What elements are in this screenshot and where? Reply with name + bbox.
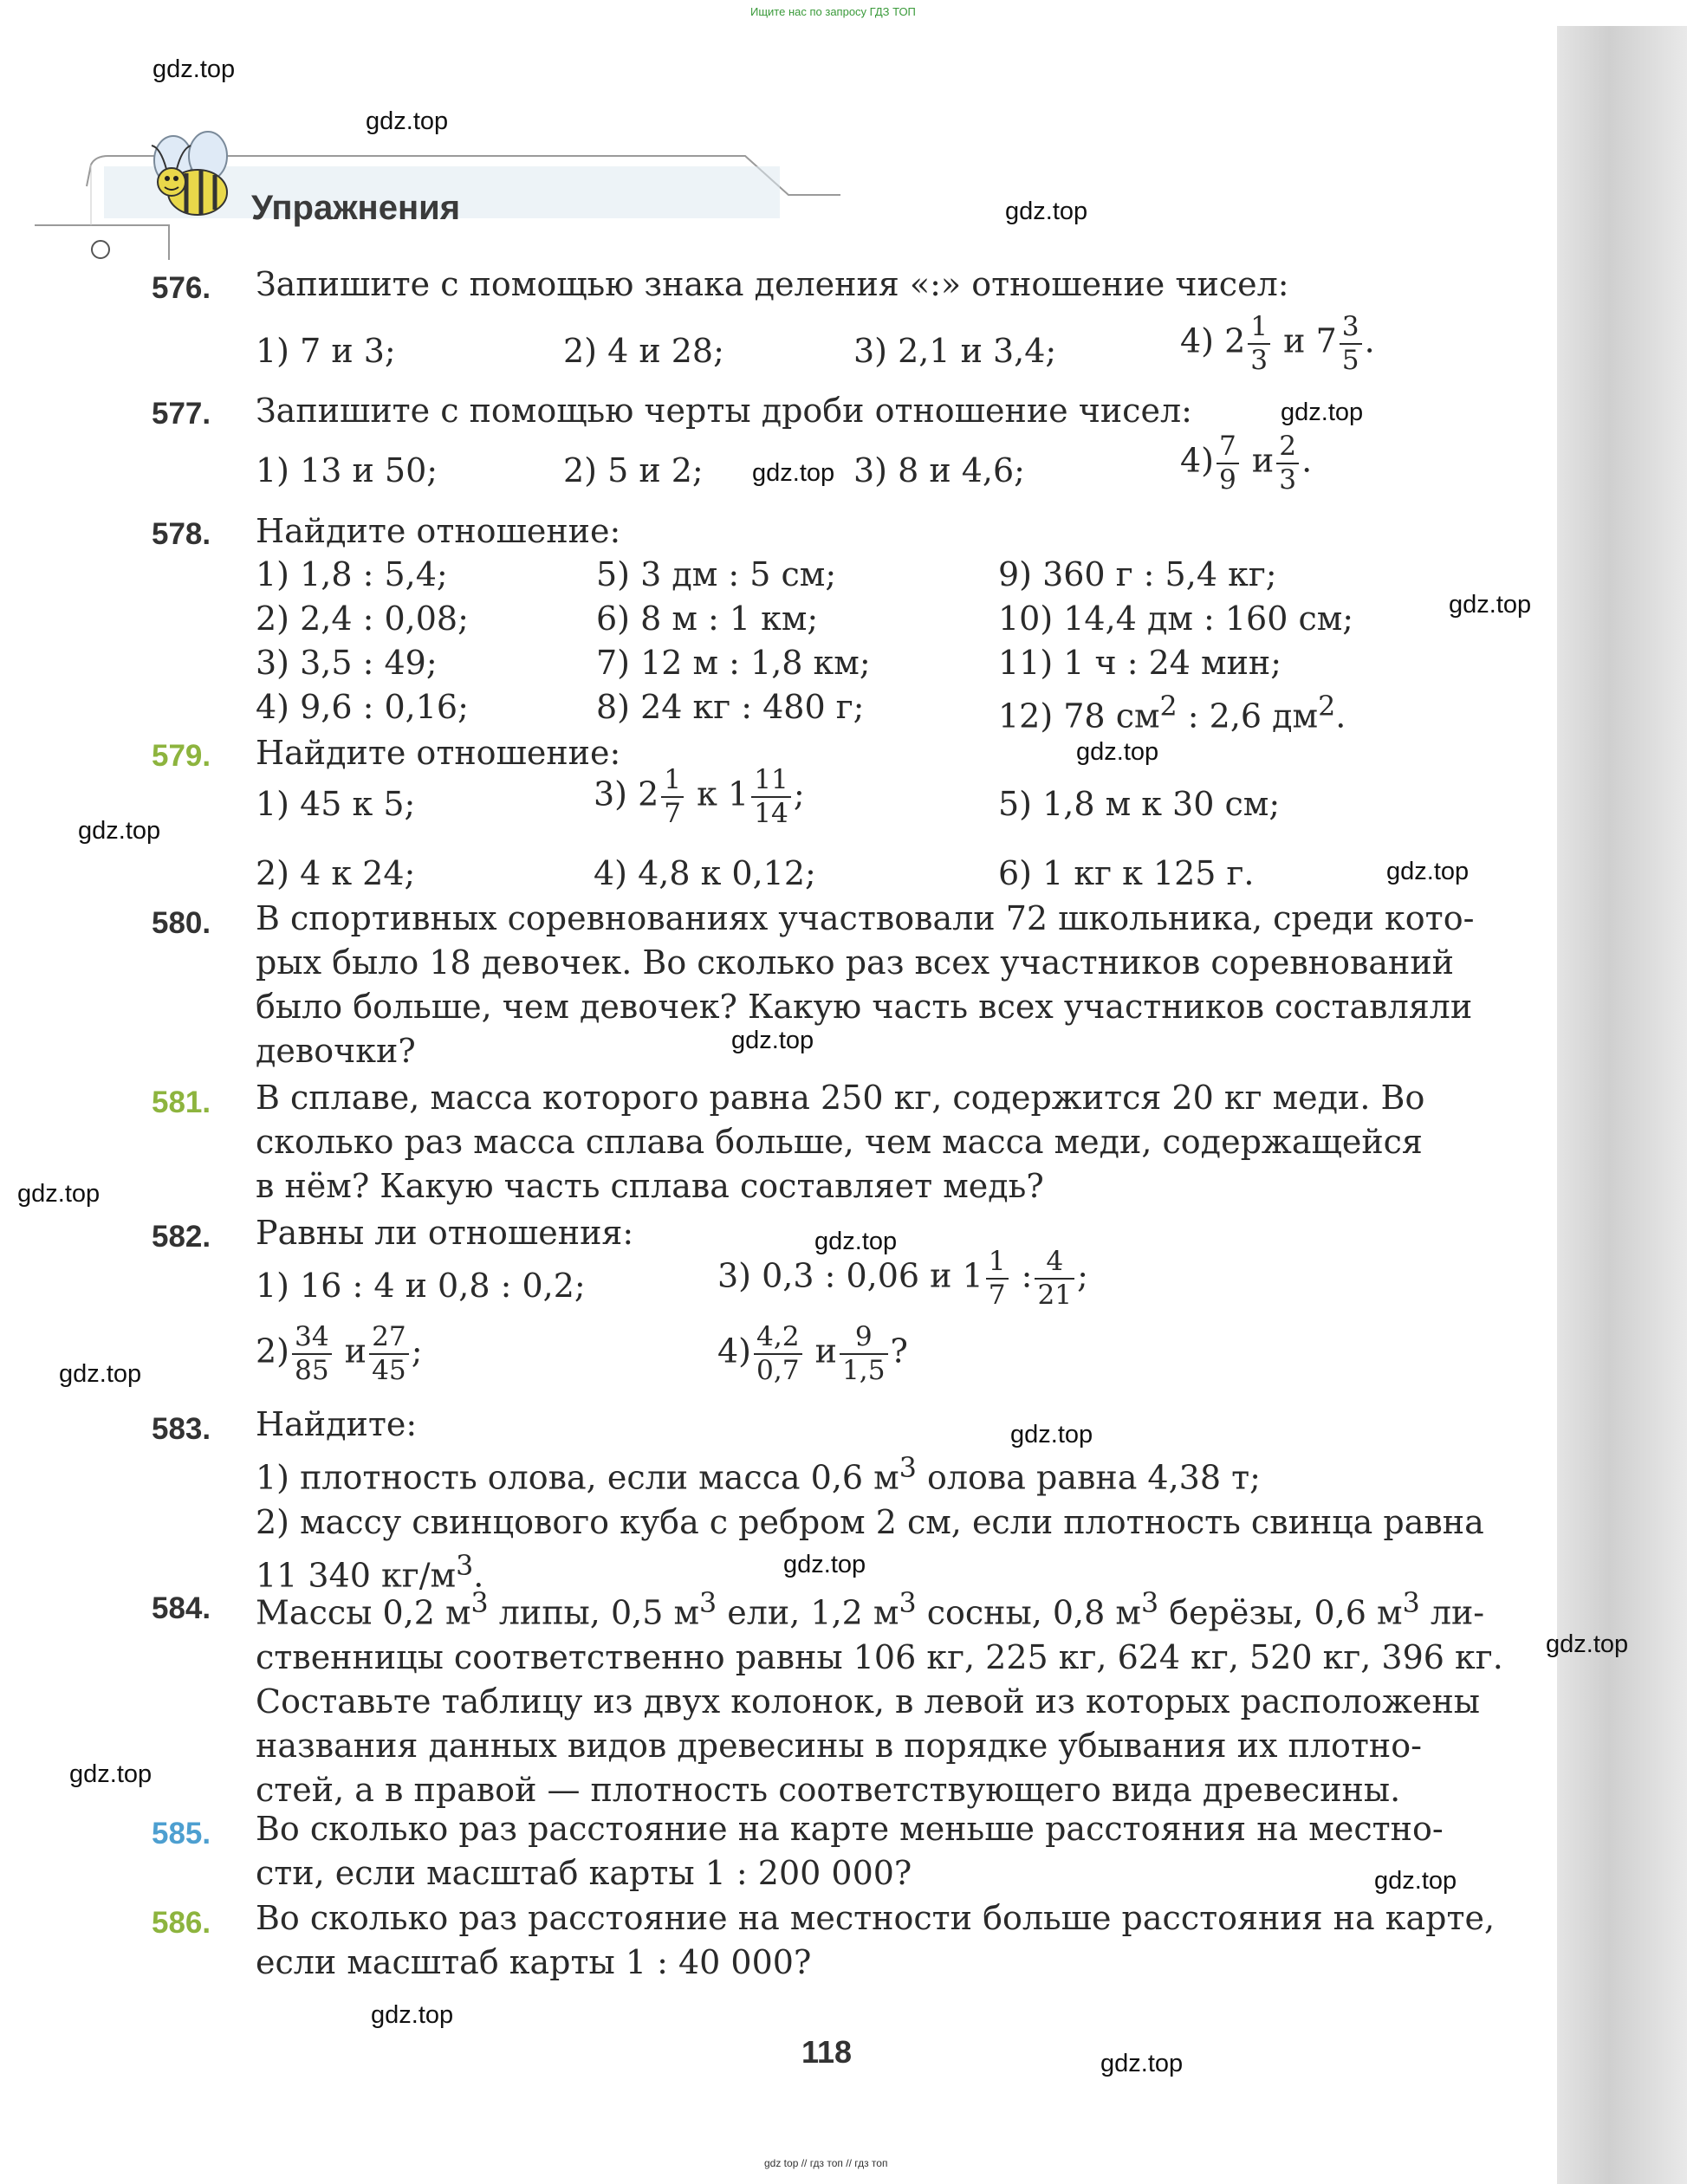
- watermark: gdz.top: [371, 2001, 454, 2029]
- bee-icon: [147, 130, 243, 234]
- exercise-number: 580.: [152, 906, 211, 940]
- watermark: gdz.top: [78, 817, 161, 845]
- exercise-item: 2) 4 к 24;: [256, 854, 416, 892]
- exercise-item-fraction: 2) $\frac{34}{85}$ и $\frac{27}{45}$ ;: [256, 1321, 423, 1387]
- exercise-item-fraction: 4) $\frac{7}{9}$ и $\frac{2}{3}$ .: [1180, 431, 1313, 496]
- exercise-paragraph: Массы 0,2 $м^3$ липы, 0,5 $м^3$ ели, 1,2 $м^3$ сосны, 0,8 $м^3$ берёзы, 0,6 $м^3$ ли- ственницы соответственно равны 106 кг, 225 кг, 624 кг, 520 кг, 396 кг. Составьте таблицу из двух колонок, в левой из которых расположены названия данных видов древесины в порядке убывания их плотно- стей, а в правой — плотность соответствующего вида древесины.: [256, 1588, 1503, 1809]
- page-gutter-shadow: [1557, 26, 1687, 2184]
- watermark: gdz.top: [1281, 399, 1364, 426]
- exercise-paragraph: Во сколько раз расстояние на местности больше расстояния на карте, если масштаб карты 1 : 40 000?: [256, 1899, 1496, 1981]
- exercise-number: 585.: [152, 1817, 211, 1850]
- item-column: 9) 360 г : 5,4 кг; 10) 14,4 дм : 160 см; 11) 1 ч : 24 мин; 12) 78 $см^2$ : 2,6 $дм^2$.: [998, 555, 1354, 736]
- exercise-text: Запишите с помощью знака деления «:» отношение чисел:: [256, 265, 1289, 303]
- watermark: gdz.top: [1374, 1867, 1457, 1895]
- watermark: gdz.top: [1076, 738, 1159, 766]
- exercise-number: 576.: [152, 271, 211, 305]
- exercise-item: 1) 45 к 5;: [256, 785, 416, 823]
- item-column: 1) 1,8 : 5,4; 2) 2,4 : 0,08; 3) 3,5 : 49; 4) 9,6 : 0,16;: [256, 555, 469, 726]
- watermark: gdz.top: [59, 1360, 142, 1388]
- page-number: 118: [801, 2034, 853, 2070]
- exercise-item: 6) 1 кг к 125 г.: [998, 854, 1255, 892]
- exercise-number: 586.: [152, 1906, 211, 1940]
- watermark: gdz.top: [1005, 198, 1088, 225]
- exercise-item: 2) 5 и 2;: [563, 451, 704, 489]
- watermark: gdz.top: [1100, 2050, 1184, 2077]
- watermark: gdz.top: [1546, 1630, 1629, 1658]
- watermark: gdz.top: [814, 1228, 898, 1255]
- exercise-item: 4) 4,8 к 0,12;: [594, 854, 816, 892]
- section-title: Упражнения: [251, 189, 461, 227]
- watermark: gdz.top: [17, 1180, 101, 1208]
- exercise-paragraph: Найдите: 1) плотность олова, если масса 0,6 $м^3$ олова равна 4,38 т; 2) массу свинцового куба с ребром 2 см, если плотность свинца равна 11 340 $кг/м^3$.: [256, 1405, 1484, 1595]
- exercise-text: Запишите с помощью черты дроби отношение чисел:: [256, 392, 1192, 430]
- watermark: gdz.top: [752, 459, 835, 487]
- exercise-text: Найдите отношение:: [256, 512, 621, 550]
- exercise-paragraph: В сплаве, масса которого равна 250 кг, содержится 20 кг меди. Во сколько раз масса сплава больше, чем масса меди, содержащейся в нём? Какую часть сплава составляет медь?: [256, 1079, 1425, 1205]
- item-column: 5) 3 дм : 5 см; 6) 8 м : 1 км; 7) 12 м : 1,8 км; 8) 24 кг : 480 г;: [596, 555, 871, 726]
- exercise-paragraph: Во сколько раз расстояние на карте меньше расстояния на местно- сти, если масштаб карты 1 : 200 000?: [256, 1810, 1444, 1892]
- exercise-text: Равны ли отношения:: [256, 1214, 634, 1252]
- exercise-item: 1) 13 и 50;: [256, 451, 438, 489]
- exercise-number: 578.: [152, 517, 211, 551]
- footer-links: gdz top // гдз топ // гдз топ: [764, 2157, 888, 2169]
- exercise-item-fraction: 3) 0,3 : 0,06 и 1 $\frac{1}{7}$ : $\frac{4}{21}$ ;: [717, 1246, 1088, 1312]
- exercise-number: 584.: [152, 1591, 211, 1625]
- watermark: gdz.top: [731, 1027, 814, 1054]
- exercise-item: 3) 2,1 и 3,4;: [853, 332, 1057, 370]
- watermark: gdz.top: [1449, 591, 1532, 619]
- exercise-item: 1) 16 : 4 и 0,8 : 0,2;: [256, 1267, 586, 1305]
- watermark: gdz.top: [1010, 1421, 1093, 1448]
- exercise-item-fraction: 3) 2 $\frac{1}{7}$ к 1 $\frac{11}{14}$ ;: [594, 764, 805, 830]
- exercise-item: 5) 1,8 м к 30 см;: [998, 785, 1281, 823]
- watermark: gdz.top: [783, 1551, 866, 1578]
- exercise-item-fraction: 4) $\frac{4,2}{0,7}$ и $\frac{9}{1,5}$ ?: [717, 1321, 908, 1387]
- exercise-item: 3) 8 и 4,6;: [853, 451, 1025, 489]
- exercise-number: 581.: [152, 1086, 211, 1119]
- watermark: gdz.top: [69, 1760, 152, 1788]
- exercise-item: 1) 7 и 3;: [256, 332, 396, 370]
- exercise-number: 582.: [152, 1220, 211, 1254]
- watermark: gdz.top: [152, 55, 236, 83]
- exercise-item-fraction: 4) 2 $\frac{1}{3}$ и 7 $\frac{3}{5}$ .: [1180, 311, 1375, 377]
- exercise-number: 577.: [152, 397, 211, 431]
- exercise-number: 583.: [152, 1412, 211, 1446]
- exercise-item: 2) 4 и 28;: [563, 332, 724, 370]
- watermark: gdz.top: [366, 107, 449, 135]
- exercise-text: Найдите отношение:: [256, 734, 621, 772]
- exercise-number: 579.: [152, 739, 211, 773]
- exercise-paragraph: В спортивных соревнованиях участвовали 72 школьника, среди кото- рых было 18 девочек. Во сколько раз всех участников соревнований было больше, чем девочек? Какую часть всех участников составляли девочки?: [256, 899, 1475, 1070]
- watermark: gdz.top: [1386, 858, 1470, 885]
- top-search-hint: Ищите нас по запросу ГДЗ ТОП: [750, 5, 916, 18]
